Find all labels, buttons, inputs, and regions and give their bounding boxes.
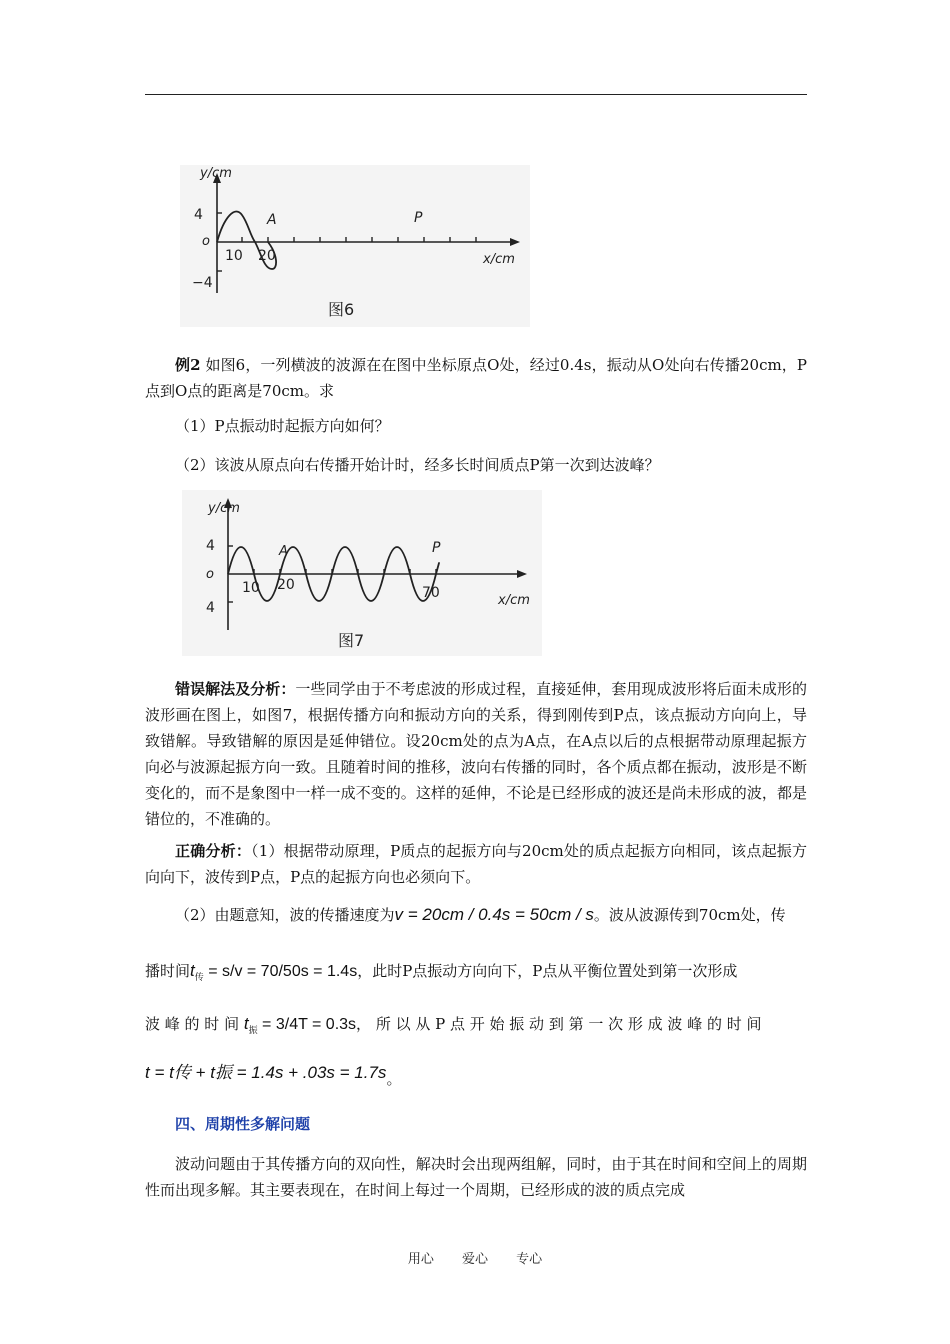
part-2-line-3	[145, 1013, 807, 1036]
part-2-end: 。	[386, 1070, 402, 1088]
formula-t-vibration-subscript: 振	[248, 1026, 258, 1036]
footer-item-1: 用心	[407, 1252, 434, 1267]
section-4-heading: 四、周期性多解问题	[175, 1115, 311, 1133]
part-2-intro: （2）由题意知，波的传播速度为	[175, 906, 395, 924]
part-2-text-c: 播时间	[145, 962, 191, 980]
point-p-label: P	[414, 210, 423, 226]
part-2-line-1	[175, 904, 807, 925]
correct-analysis-label: 正确分析：	[175, 842, 252, 860]
figure-7-caption: 图7	[338, 631, 365, 650]
x-tick-20: 20	[277, 577, 295, 593]
footer-item-2: 爱心	[461, 1252, 488, 1267]
question-1: （1）P点振动时起振方向如何？	[175, 417, 390, 435]
x-tick-70: 70	[422, 585, 440, 601]
example-2-paragraph	[145, 352, 807, 404]
page-footer	[0, 1248, 950, 1267]
wrong-solution-text: 一些同学由于不考虑波的形成过程，直接延伸，套用现成波形将后面未成形的波形画在图上，如图7，根据传播方向和振动方向的关系，得到刚传到P点，该点振动方向向上，导致错解。导致错解的原因是延伸错位。设20cm处的点为A点，在A点以后的点根据带动原理起振方向必与波源起振方向一致。且随着时间的推移，波向右传播的同时，各个质点都在振动，波形是不断变化的，而不是象图中一样一成不变的。这样的延伸，不论是已经形成的波还是尚未形成的波，都是错位的，不准确的。	[145, 680, 807, 828]
formula-t-propagation-subscript: 传	[194, 973, 204, 983]
figure-7-graph	[182, 490, 542, 656]
y-tick-neg4: −4	[192, 275, 213, 291]
part-2-text-e: 波 峰 的 时 间	[145, 1015, 240, 1033]
example-2-text: 如图6，一列横波的波源在在图中坐标原点O处，经过0.4s，振动从O处向右传播20cm，P点到O点的距离是70cm。求	[145, 356, 808, 400]
formula-velocity: v = 20cm / 0.4s = 50cm / s	[394, 905, 594, 924]
correct-analysis-text: （1）根据带动原理，P质点的起振方向与20cm处的质点起振方向相同，该点起振方向向下，波传到P点，P点的起振方向也必须向下。	[145, 842, 807, 886]
y-tick-4: 4	[206, 538, 215, 554]
part-2-line-2	[145, 960, 807, 983]
x-tick-10: 10	[225, 248, 243, 264]
footer-item-3: 专心	[516, 1252, 543, 1267]
figure-7	[182, 490, 542, 656]
wrong-solution-paragraph	[145, 676, 807, 832]
wrong-solution-label: 错误解法及分析：	[175, 680, 296, 698]
origin-label: o	[206, 567, 214, 582]
x-axis-label: x/cm	[498, 593, 530, 608]
formula-t-vibration: = 3/4T = 0.3s	[257, 1016, 357, 1033]
point-a-label: A	[267, 212, 277, 228]
question-2: （2）该波从原点向右传播开始计时，经多长时间质点P第一次到达波峰？	[175, 456, 660, 474]
part-2-text-b: 。波从波源传到70cm处，传	[593, 906, 786, 924]
formula-t-vibration-symbol: t	[243, 1014, 249, 1033]
y-axis-label: y/cm	[208, 501, 240, 516]
y-tick-neg4: 4	[206, 600, 215, 616]
header-rule	[145, 94, 807, 95]
formula-t-propagation-symbol: t	[190, 961, 195, 980]
formula-total-time: t = t传 + t振 = 1.4s + .03s = 1.7s	[145, 1063, 387, 1082]
correct-analysis-paragraph	[145, 838, 807, 890]
x-axis-label: x/cm	[483, 252, 515, 267]
figure-6-graph	[180, 165, 530, 327]
formula-t-propagation: = s/v = 70/50s = 1.4s	[203, 963, 358, 980]
x-tick-10: 10	[242, 580, 260, 596]
x-tick-20: 20	[258, 248, 276, 264]
part-2-text-f: ， 所 以 从 P 点 开 始 振 动 到 第 一 次 形 成 波 峰 的 时 间	[356, 1015, 762, 1033]
figure-6	[180, 165, 530, 327]
example-2-label: 例2	[175, 356, 201, 374]
figure-6-caption: 图6	[328, 300, 355, 319]
point-a-label: A	[279, 544, 288, 559]
part-2-line-4	[145, 1058, 807, 1089]
y-axis-label: y/cm	[200, 166, 232, 181]
y-tick-4: 4	[194, 207, 203, 223]
point-p-label: P	[432, 540, 441, 556]
origin-label: o	[202, 234, 210, 249]
section-4-paragraph: 波动问题由于其传播方向的双向性，解决时会出现两组解，同时，由于其在时间和空间上的周期性而出现多解。其主要表现在，在时间上每过一个周期，已经形成的波的质点完成	[145, 1155, 807, 1199]
part-2-text-d: ，此时P点振动方向向下，P点从平衡位置处到第一次形成	[357, 962, 738, 980]
